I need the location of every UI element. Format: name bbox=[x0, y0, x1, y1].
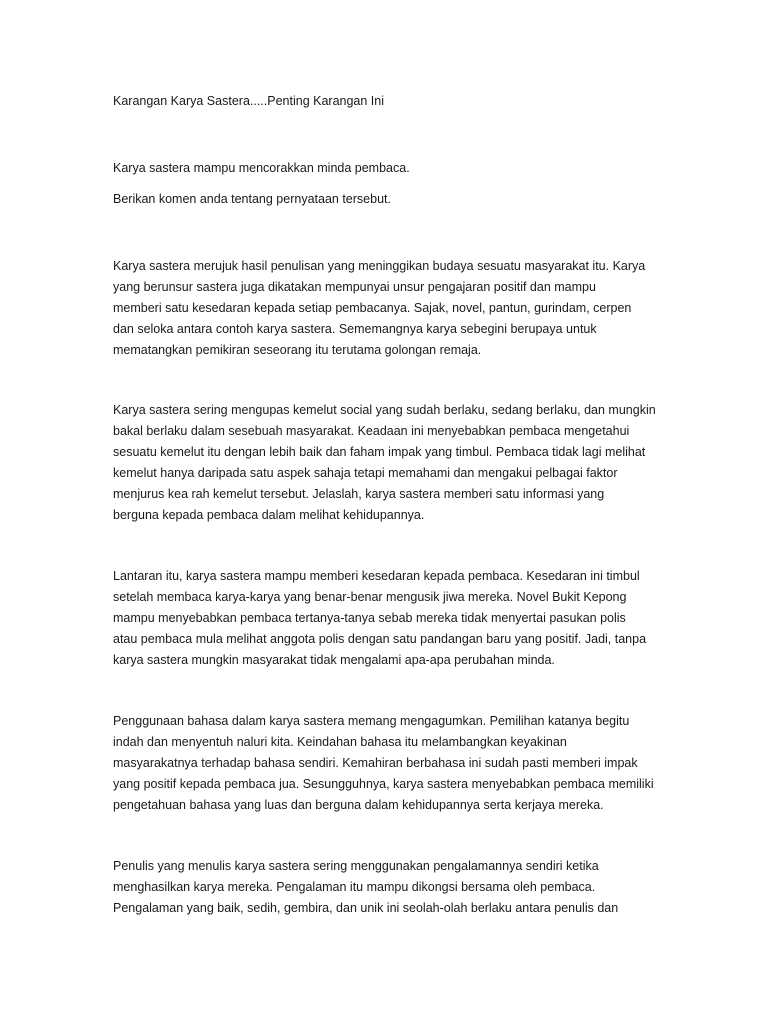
paragraph-line: pengetahuan bahasa yang luas dan berguna dalam kehidupannya serta kerjaya mereka. bbox=[113, 798, 604, 812]
paragraph-line: yang positif kepada pembaca jua. Sesungguhnya, karya sastera menyebabkan pembaca memiliki bbox=[113, 777, 654, 791]
paragraph-line: yang berunsur sastera juga dikatakan mempunyai unsur pengajaran positif dan mampu bbox=[113, 280, 596, 294]
paragraph-line: Karya sastera merujuk hasil penulisan yang meninggikan budaya sesuatu masyarakat itu. Karya bbox=[113, 259, 646, 273]
paragraph-line: sesuatu kemelut itu dengan lebih baik dan faham impak yang timbul. Pembaca tidak lagi melihat bbox=[113, 445, 646, 459]
paragraph-line: Karya sastera sering mengupas kemelut social yang sudah berlaku, sedang berlaku, dan mungkin bbox=[113, 403, 656, 417]
paragraph-line: menghasilkan karya mereka. Pengalaman itu mampu dikongsi bersama oleh pembaca. bbox=[113, 880, 596, 894]
paragraph bbox=[113, 400, 656, 526]
document-title: Karangan Karya Sastera.....Penting Karangan Ini bbox=[113, 94, 385, 108]
paragraph-line: kemelut hanya daripada satu aspek sahaja tetapi memahami dan mengakui pelbagai faktor bbox=[113, 466, 618, 480]
paragraph-line: Penulis yang menulis karya sastera sering menggunakan pengalamannya sendiri ketika bbox=[113, 859, 599, 873]
paragraph bbox=[113, 711, 654, 816]
paragraph-line: indah dan menyentuh naluri kita. Keindahan bahasa itu melambangkan keyakinan bbox=[113, 735, 567, 749]
paragraph-line: mematangkan pemikiran seseorang itu terutama golongan remaja. bbox=[113, 343, 482, 357]
paragraph-line: Pengalaman yang baik, sedih, gembira, dan unik ini seolah-olah berlaku antara penulis dan bbox=[113, 901, 619, 915]
paragraph-line: mampu menyebabkan pembaca tertanya-tanya sebab mereka tidak menyertai pasukan polis bbox=[113, 611, 626, 625]
question-line: Berikan komen anda tentang pernyataan tersebut. bbox=[113, 192, 391, 206]
paragraph bbox=[113, 256, 645, 361]
paragraph-line: bakal berlaku dalam sesebuah masyarakat. Keadaan ini menyebabkan pembaca mengetahui bbox=[113, 424, 630, 438]
paragraph-line: dan seloka antara contoh karya sastera. Sememangnya karya sebegini berupaya untuk bbox=[113, 322, 597, 336]
paragraph bbox=[113, 566, 646, 671]
paragraph-line: memberi satu kesedaran kepada setiap pembacanya. Sajak, novel, pantun, gurindam, cerpen bbox=[113, 301, 632, 315]
paragraph-line: menjurus kea rah kemelut tersebut. Jelaslah, karya sastera memberi satu informasi yang bbox=[113, 487, 605, 501]
paragraph-line: Lantaran itu, karya sastera mampu memberi kesedaran kepada pembaca. Kesedaran ini timbul bbox=[113, 569, 640, 583]
paragraph-line: berguna kepada pembaca dalam melihat kehidupannya. bbox=[113, 508, 425, 522]
paragraph-line: setelah membaca karya-karya yang benar-benar mengusik jiwa mereka. Novel Bukit Kepong bbox=[113, 590, 627, 604]
paragraph-line: karya sastera mungkin masyarakat tidak mengalami apa-apa perubahan minda. bbox=[113, 653, 555, 667]
paragraph-line: masyarakatnya terhadap bahasa sendiri. Kemahiran berbahasa ini sudah pasti memberi impak bbox=[113, 756, 638, 770]
paragraph-line: atau pembaca mula melihat anggota polis dengan satu pandangan baru yang positif. Jadi, tanpa bbox=[113, 632, 647, 646]
paragraph-line: Penggunaan bahasa dalam karya sastera memang mengagumkan. Pemilihan katanya begitu bbox=[113, 714, 630, 728]
question-line: Karya sastera mampu mencorakkan minda pembaca. bbox=[113, 161, 410, 175]
paragraph bbox=[113, 856, 618, 919]
